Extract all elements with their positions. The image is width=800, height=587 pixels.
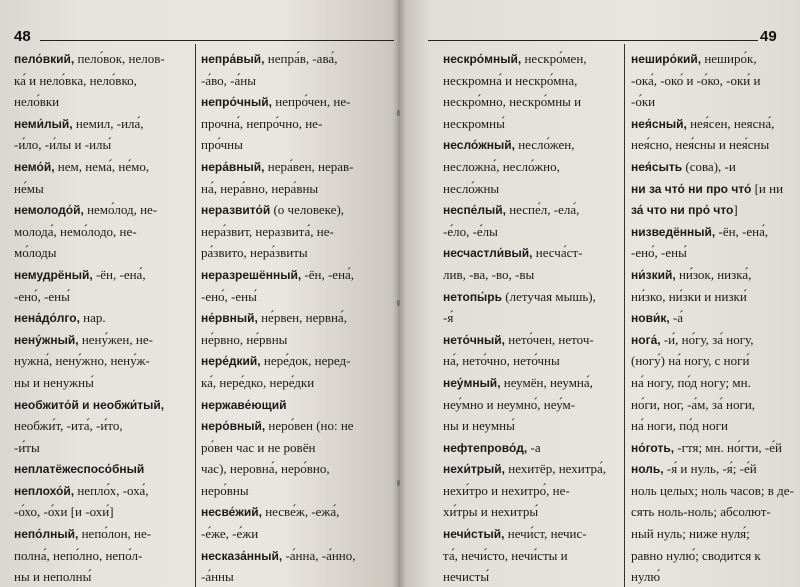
headword: нечи́стый, bbox=[443, 527, 505, 542]
headword: нефтепрово́д, bbox=[443, 440, 528, 455]
headword: ни́зкий, bbox=[631, 267, 676, 282]
entry-line bbox=[631, 545, 794, 567]
entry-text: -и́ло, -и́лы и -илы́ bbox=[14, 137, 112, 153]
entry-line bbox=[14, 242, 165, 264]
entry-text: пело́вок, нелов- bbox=[74, 51, 165, 66]
entry-headword-line bbox=[201, 394, 356, 416]
entry-text: ка́ и нело́вка, нело́вко, bbox=[14, 72, 137, 88]
entry-line bbox=[631, 394, 794, 416]
headword: нену́жный, bbox=[14, 332, 79, 347]
entry-headword-line bbox=[443, 329, 606, 351]
entry-text: та́, нечи́сто, нечи́сты и bbox=[443, 547, 568, 563]
headword: низведённый, bbox=[631, 224, 716, 239]
entry-text: нужна́, нену́жно, нену́ж- bbox=[14, 353, 150, 369]
entry-text: -е́ло, -е́лы bbox=[443, 223, 498, 239]
entry-line bbox=[201, 134, 356, 156]
entry-text: нескро́мно, нескро́мны и bbox=[443, 94, 582, 110]
entry-text: -а́во, -а́ны bbox=[201, 72, 256, 88]
entry-headword-line bbox=[631, 264, 794, 286]
headword: непра́вый, bbox=[201, 52, 265, 66]
entry-text: нену́жен, не- bbox=[78, 331, 153, 347]
headword: неразрешённый, bbox=[201, 267, 302, 282]
entry-text: -я́ bbox=[443, 310, 454, 326]
entry-text: нечи́ст, нечис- bbox=[504, 526, 587, 542]
headword: за́ что ни про́ что bbox=[631, 203, 734, 218]
headword: неплатёжеспосо́бный bbox=[14, 462, 145, 477]
entry-headword-line bbox=[201, 415, 356, 437]
entry-text: -а́нна, -а́нно, bbox=[282, 547, 356, 563]
entry-headword-line bbox=[201, 501, 356, 523]
entry-line bbox=[443, 264, 606, 286]
entry-text: нето́чен, неточ- bbox=[505, 331, 594, 347]
entry-headword-line bbox=[631, 113, 794, 135]
headword: немолодо́й, bbox=[14, 203, 84, 218]
entry-text: нехитёр, нехитра́, bbox=[504, 461, 607, 477]
column-divider bbox=[624, 44, 625, 587]
entry-text: на́ ногу, по́д ногу; мн. bbox=[631, 374, 751, 390]
entry-headword-line bbox=[443, 48, 606, 70]
headword: нея́сный, bbox=[631, 116, 687, 131]
entry-headword-line bbox=[631, 199, 794, 221]
entry-text: неу́мно и неумно́, неу́м- bbox=[443, 396, 576, 412]
entry-headword-line bbox=[443, 134, 606, 156]
entry-text: нехи́тро и нехитро́, не- bbox=[443, 482, 570, 498]
entry-text: нар. bbox=[79, 310, 106, 326]
entry-headword-line bbox=[14, 156, 165, 178]
entry-text: -ён, -ена́, bbox=[715, 223, 769, 239]
headword: не́рвный, bbox=[201, 311, 258, 326]
entry-text: про́чны bbox=[201, 137, 243, 153]
dictionary-column bbox=[14, 48, 165, 587]
entry-text: непло́х, -оха́, bbox=[74, 482, 149, 498]
entry-headword-line bbox=[443, 242, 606, 264]
dictionary-column bbox=[201, 48, 356, 587]
entry-headword-line bbox=[443, 372, 606, 394]
headword: нержаве́ющий bbox=[201, 397, 287, 412]
entry-line bbox=[14, 501, 165, 523]
entry-text: непо́лон, не- bbox=[78, 526, 152, 542]
entry-text: равно нулю́; сводится к bbox=[631, 547, 761, 563]
entry-headword-line bbox=[443, 286, 606, 308]
entry-text: ны и неполны́ bbox=[14, 569, 92, 585]
entry-text: ро́вен час и не ровён bbox=[201, 439, 316, 455]
right-page bbox=[398, 0, 800, 587]
entry-headword-line bbox=[201, 48, 356, 70]
entry-text: но́ги, ног, -а́м, за́ ноги, bbox=[631, 396, 756, 412]
entry-text: нескромны́ bbox=[443, 115, 505, 131]
entry-text: необжи́т, -ита́, -и́то, bbox=[14, 418, 123, 434]
binding-stitch bbox=[397, 480, 400, 486]
entry-text: несве́ж, -ежа́, bbox=[261, 504, 340, 520]
headword: непро́чный, bbox=[201, 95, 273, 110]
headword: пело́вкий, bbox=[14, 52, 75, 66]
entry-line bbox=[443, 70, 606, 92]
entry-line bbox=[631, 480, 794, 502]
headword: нере́дкий, bbox=[201, 354, 261, 369]
entry-headword-line bbox=[631, 156, 794, 178]
entry-text: не́мы bbox=[14, 180, 44, 196]
entry-text: на́ ноги, по́д ноги bbox=[631, 418, 728, 434]
headword: неми́лый, bbox=[14, 116, 73, 131]
entry-text: -ено́, -ены́ bbox=[201, 288, 257, 304]
entry-text: непро́чен, не- bbox=[272, 94, 351, 110]
entry-headword-line bbox=[201, 350, 356, 372]
entry-text: непра́в, -ава́, bbox=[264, 51, 338, 66]
entry-headword-line bbox=[14, 394, 165, 416]
entry-text: -ён, -ена́, bbox=[301, 266, 355, 282]
entry-text: хи́тры и нехитры́ bbox=[443, 504, 539, 520]
entry-headword-line bbox=[201, 264, 356, 286]
entry-headword-line bbox=[201, 91, 356, 113]
headword: нескро́мный, bbox=[443, 52, 522, 66]
headword: немо́й, bbox=[14, 159, 55, 174]
entry-line bbox=[201, 286, 356, 308]
entry-text: -ён, -ена́, bbox=[92, 266, 146, 282]
headword: неплохо́й, bbox=[14, 483, 75, 498]
headword: нето́чный, bbox=[443, 332, 505, 347]
entry-line bbox=[443, 156, 606, 178]
entry-text: неумён, неумна́, bbox=[500, 374, 593, 390]
entry-line bbox=[443, 221, 606, 243]
page-number: 49 bbox=[760, 28, 777, 45]
headword: несве́жий, bbox=[201, 505, 262, 520]
entry-line bbox=[443, 394, 606, 416]
entry-text: -я́ и нуль, -я́; -е́й bbox=[663, 461, 757, 477]
entry-line bbox=[631, 286, 794, 308]
entry-text: на́, нера́вно, нера́вны bbox=[201, 180, 319, 196]
entry-line bbox=[201, 113, 356, 135]
entry-line bbox=[443, 113, 606, 135]
entry-text: -ено́, -ены́ bbox=[14, 288, 70, 304]
entry-text: неро́вен (но: не bbox=[265, 418, 354, 434]
entry-text: нескро́мен, bbox=[521, 51, 587, 66]
entry-line bbox=[631, 91, 794, 113]
entry-text: нем, нема́, не́мо, bbox=[54, 158, 150, 174]
binding-stitch bbox=[397, 110, 400, 116]
headword: неу́мный, bbox=[443, 375, 501, 390]
entry-headword-line bbox=[631, 437, 794, 459]
headword: несказа́нный, bbox=[201, 548, 283, 563]
dictionary-column bbox=[631, 48, 794, 587]
page-number: 48 bbox=[14, 28, 31, 45]
entry-line bbox=[14, 286, 165, 308]
entry-line bbox=[201, 372, 356, 394]
entry-line bbox=[443, 480, 606, 502]
entry-text: нескромна́ и нескро́мна, bbox=[443, 72, 578, 88]
entry-line bbox=[201, 70, 356, 92]
entry-text: ны и неумны́ bbox=[443, 418, 515, 434]
entry-line bbox=[631, 523, 794, 545]
entry-text: несло́жен, bbox=[514, 137, 575, 153]
entry-text: мо́лоды bbox=[14, 245, 57, 261]
entry-line bbox=[201, 523, 356, 545]
entry-text: ный нуль; ниже нуля́; bbox=[631, 526, 750, 542]
entry-text: -а́ bbox=[669, 310, 684, 326]
entry-text: лив, -ва, -во, -вы bbox=[443, 266, 535, 282]
headword: необжито́й и необжи́тый, bbox=[14, 397, 165, 412]
headword: немудрёный, bbox=[14, 267, 93, 282]
headword: ни за что́ ни про что́ bbox=[631, 181, 752, 196]
entry-line bbox=[631, 350, 794, 372]
entry-headword-line bbox=[443, 458, 606, 480]
entry-text: час), неровна́, неро́вно, bbox=[201, 461, 330, 477]
entry-line bbox=[631, 134, 794, 156]
entry-text: несложна́, несло́жно, bbox=[443, 158, 560, 174]
entry-headword-line bbox=[14, 264, 165, 286]
entry-text: (о человеке), bbox=[270, 202, 345, 218]
column-divider bbox=[195, 44, 196, 587]
entry-text: [и ни bbox=[751, 180, 784, 196]
entry-text: нея́сен, неясна́, bbox=[686, 115, 775, 131]
entry-text: не́рвен, нервна́, bbox=[257, 310, 347, 326]
binding-stitch bbox=[397, 300, 400, 306]
entry-line bbox=[14, 350, 165, 372]
headword: нена́до́лго, bbox=[14, 311, 80, 326]
entry-text: (ногу́) на́ ногу, с ноги́ bbox=[631, 353, 750, 369]
entry-text: не́рвно, не́рвны bbox=[201, 331, 288, 347]
entry-headword-line bbox=[443, 199, 606, 221]
headword: нови́к, bbox=[631, 311, 670, 326]
headword: нога́, bbox=[631, 332, 661, 347]
entry-line bbox=[14, 178, 165, 200]
entry-line bbox=[443, 350, 606, 372]
dictionary-column bbox=[443, 48, 606, 587]
headword: непо́лный, bbox=[14, 527, 79, 542]
entry-line bbox=[631, 501, 794, 523]
entry-text: (летучая мышь), bbox=[502, 288, 596, 304]
entry-line bbox=[14, 91, 165, 113]
entry-line bbox=[631, 70, 794, 92]
entry-headword-line bbox=[14, 307, 165, 329]
entry-text: сять ноль-ноль; абсолют- bbox=[631, 504, 771, 520]
entry-headword-line bbox=[631, 307, 794, 329]
headword: но́готь, bbox=[631, 440, 675, 455]
entry-line bbox=[631, 372, 794, 394]
headword: несло́жный, bbox=[443, 138, 515, 153]
entry-headword-line bbox=[631, 221, 794, 243]
entry-line bbox=[443, 501, 606, 523]
entry-text: ни́зок, низка́, bbox=[675, 266, 752, 282]
entry-headword-line bbox=[201, 545, 356, 567]
entry-text: несло́жны bbox=[443, 180, 500, 196]
entry-headword-line bbox=[631, 458, 794, 480]
entry-text: нера́звит, неразвита́, не- bbox=[201, 223, 334, 239]
entry-text: ни́зко, ни́зки и низки́ bbox=[631, 288, 747, 304]
entry-line bbox=[443, 307, 606, 329]
entry-text: (сова), -и bbox=[682, 158, 736, 174]
entry-text: -ено́, -ены́ bbox=[631, 245, 687, 261]
entry-headword-line bbox=[14, 199, 165, 221]
entry-headword-line bbox=[631, 178, 794, 200]
entry-line bbox=[14, 134, 165, 156]
entry-headword-line bbox=[14, 48, 165, 70]
entry-line bbox=[201, 458, 356, 480]
entry-headword-line bbox=[201, 307, 356, 329]
entry-headword-line bbox=[631, 48, 794, 70]
entry-text: несча́ст- bbox=[532, 245, 583, 261]
entry-text: -а́нны bbox=[201, 569, 234, 585]
entry-headword-line bbox=[14, 480, 165, 502]
entry-text: -о́ки bbox=[631, 94, 656, 110]
entry-line bbox=[14, 372, 165, 394]
entry-text: полна́, непо́лно, непо́л- bbox=[14, 547, 143, 563]
entry-text: ра́звито, нера́звиты bbox=[201, 245, 308, 261]
entry-line bbox=[14, 415, 165, 437]
entry-line bbox=[14, 566, 165, 587]
headword: неразвито́й bbox=[201, 203, 271, 218]
entry-headword-line bbox=[14, 523, 165, 545]
left-page bbox=[0, 0, 398, 587]
entry-headword-line bbox=[443, 437, 606, 459]
entry-text: прочна́, непро́чно, не- bbox=[201, 115, 323, 131]
entry-text: -и́, но́гу, за́ ногу, bbox=[660, 331, 754, 347]
entry-headword-line bbox=[631, 329, 794, 351]
entry-line bbox=[631, 566, 794, 587]
entry-line bbox=[201, 178, 356, 200]
headword: нея́сыть bbox=[631, 159, 683, 174]
entry-text: ка́, нере́дко, нере́дки bbox=[201, 374, 315, 390]
entry-text: молода́, немо́лодо, не- bbox=[14, 223, 137, 239]
entry-line bbox=[201, 242, 356, 264]
entry-line bbox=[631, 242, 794, 264]
entry-line bbox=[201, 437, 356, 459]
headword: неро́вный, bbox=[201, 419, 266, 434]
entry-text: -е́же, -е́жи bbox=[201, 526, 259, 542]
entry-text: на́, нето́чно, нето́чны bbox=[443, 353, 560, 369]
entry-line bbox=[14, 545, 165, 567]
entry-line bbox=[443, 566, 606, 587]
entry-text: нечисты́ bbox=[443, 569, 490, 585]
entry-text: нера́вен, нерав- bbox=[264, 158, 354, 174]
entry-text: немил, -ила́, bbox=[72, 115, 144, 131]
headword: неширо́кий, bbox=[631, 52, 702, 66]
entry-text: нело́вки bbox=[14, 94, 60, 110]
entry-line bbox=[14, 437, 165, 459]
header-rule bbox=[428, 40, 758, 41]
headword: несчастли́вый, bbox=[443, 246, 533, 261]
entry-line bbox=[443, 178, 606, 200]
entry-line bbox=[14, 70, 165, 92]
entry-text: нея́сно, нея́сны и нея́сны bbox=[631, 137, 770, 153]
entry-text: -ока́, -око́ и -о́ко, -оки́ и bbox=[631, 72, 761, 88]
entry-text: ноль целых; ноль часов; в де- bbox=[631, 482, 794, 498]
entry-text: -а bbox=[527, 439, 541, 455]
entry-text: ] bbox=[733, 202, 738, 218]
header-rule bbox=[40, 40, 394, 41]
entry-line bbox=[201, 329, 356, 351]
headword: нехи́трый, bbox=[443, 462, 505, 477]
entry-text: ны и ненужны́ bbox=[14, 374, 94, 390]
entry-headword-line bbox=[443, 523, 606, 545]
book-gutter bbox=[392, 0, 406, 587]
entry-text: -о́хо, -о́хи [и -охи́] bbox=[14, 504, 114, 520]
entry-text: -гтя; мн. но́гти, -е́й bbox=[674, 439, 782, 455]
entry-line bbox=[443, 415, 606, 437]
entry-line bbox=[201, 221, 356, 243]
entry-headword-line bbox=[201, 199, 356, 221]
entry-headword-line bbox=[14, 113, 165, 135]
entry-headword-line bbox=[14, 329, 165, 351]
headword: неспе́лый, bbox=[443, 203, 506, 218]
entry-headword-line bbox=[201, 156, 356, 178]
entry-line bbox=[201, 566, 356, 587]
entry-text: немо́лод, не- bbox=[83, 202, 158, 218]
entry-text: нулю́ bbox=[631, 569, 661, 585]
entry-line bbox=[14, 221, 165, 243]
entry-line bbox=[443, 545, 606, 567]
headword: нера́вный, bbox=[201, 159, 265, 174]
headword: нетопы́рь bbox=[443, 289, 503, 304]
entry-line bbox=[443, 91, 606, 113]
entry-text: неспе́л, -ела́, bbox=[505, 202, 580, 218]
entry-line bbox=[631, 415, 794, 437]
entry-text: нере́док, неред- bbox=[260, 353, 351, 369]
entry-text: неширо́к, bbox=[701, 51, 757, 66]
entry-text: неро́вны bbox=[201, 482, 249, 498]
entry-text: -и́ты bbox=[14, 439, 40, 455]
entry-headword-line bbox=[14, 458, 165, 480]
entry-line bbox=[201, 480, 356, 502]
headword: ноль, bbox=[631, 462, 664, 477]
